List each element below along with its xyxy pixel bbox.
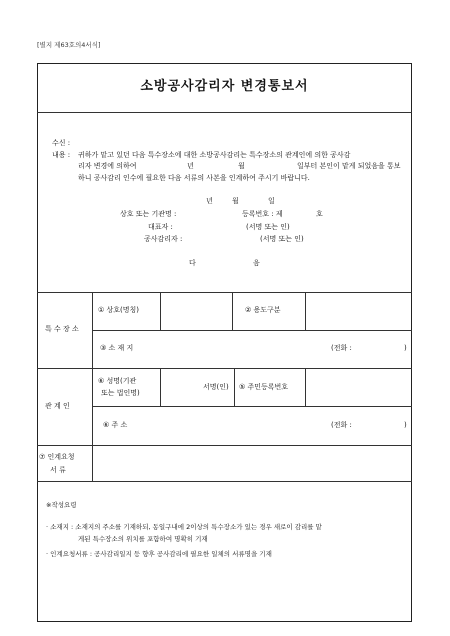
supervisor-label: 공사감리자 : — [144, 235, 183, 243]
table-line-related-end — [37, 445, 412, 446]
date-year: 년 — [206, 197, 213, 205]
table-vline-name-value — [160, 292, 161, 330]
person-phone-close: ) — [404, 421, 407, 429]
table-vline-use-value — [305, 292, 306, 330]
date-day: 일 — [268, 197, 275, 205]
transfer-docs-label-line2: 서 류 — [50, 466, 66, 474]
person-phone-label: (전화 : — [331, 421, 352, 429]
content-line-2-end: 일부터 본인이 맡게 되었음을 통보 — [297, 162, 401, 170]
related-person-label: 관 계 인 — [45, 402, 70, 410]
registration-number-label: 등록번호 : 제 — [242, 210, 283, 218]
person-name-label-line2: 또는 법인명) — [101, 389, 140, 397]
next-heading-b: 음 — [253, 259, 260, 267]
note-1-line-2: 게된 특수장소의 위치를 포함하여 명확히 기재 — [78, 535, 208, 543]
table-line-row1 — [92, 330, 412, 331]
use-classification-label: ② 용도구분 — [245, 306, 281, 314]
table-line-row3 — [92, 406, 412, 407]
table-bottom-line — [37, 481, 412, 482]
table-vline-rrn-value — [305, 368, 306, 406]
recipient-label: 수신 : — [52, 139, 71, 147]
representative-label: 대표자 : — [148, 223, 173, 231]
form-title: 소방공사감리자 변경통보서 — [140, 79, 309, 94]
note-2: · 인계요청서류 : 공사감리일지 등 향후 공사감리에 필요한 일체의 서류명을 기재 — [46, 550, 272, 558]
table-vline-label — [92, 292, 93, 445]
person-seal-label: 서명(인) — [203, 383, 229, 391]
supervisor-signature: (서명 또는 인) — [260, 235, 304, 243]
person-address-label: ⑥ 주 소 — [103, 421, 128, 429]
note-1-line-1: · 소재지 : 소재지의 주소를 기재하되, 동일구내에 2이상의 특수장소가 있는 경우 새로이 감리를 맡 — [46, 523, 322, 531]
next-heading-a: 다 — [189, 259, 196, 267]
representative-signature: (서명 또는 인) — [246, 223, 290, 231]
table-top-line — [37, 292, 412, 293]
special-place-label: 특 수 장 소 — [45, 325, 79, 333]
person-name-label-line1: ⑥ 성명(기관 — [98, 377, 137, 385]
table-vline-use-label — [232, 292, 233, 330]
content-line-2-start: 리자 변경에 의하여 — [78, 162, 137, 170]
location-phone-close: ) — [404, 344, 407, 352]
date-month: 월 — [232, 197, 239, 205]
content-prefix: 내용 : — [52, 151, 71, 159]
business-name-label: ① 상호(명칭) — [98, 306, 140, 314]
content-line-3: 하니 공사감리 인수에 필요한 다음 서류의 사본을 인계하여 주시기 바랍니다. — [78, 174, 310, 182]
table-line-special-end — [37, 368, 412, 369]
content-line-1: 귀하가 맡고 있던 다음 특수장소에 대한 소방공사감리는 특수장소의 관계인에 의한 공사감 — [78, 151, 351, 159]
registration-number-suffix: 호 — [316, 210, 323, 218]
content-line-2-year: 년 — [187, 162, 194, 170]
resident-number-label: ⑤ 주민등록번호 — [239, 383, 289, 391]
content-line-2-month: 월 — [238, 162, 245, 170]
table-vline-rrn-label — [234, 368, 235, 406]
table-vline-transfer — [92, 445, 93, 481]
company-name-label: 상호 또는 기관명 : — [120, 210, 177, 218]
transfer-docs-label-line1: ⑦ 인계요청 — [39, 453, 75, 461]
location-label: ③ 소 재 지 — [100, 344, 134, 352]
title-divider — [37, 112, 412, 113]
table-vline-person-value — [160, 368, 161, 406]
form-reference: [별지 제63호의4서식] — [37, 41, 101, 49]
location-phone-label: (전화 : — [331, 344, 352, 352]
notes-heading: ※작성요령 — [46, 501, 77, 509]
